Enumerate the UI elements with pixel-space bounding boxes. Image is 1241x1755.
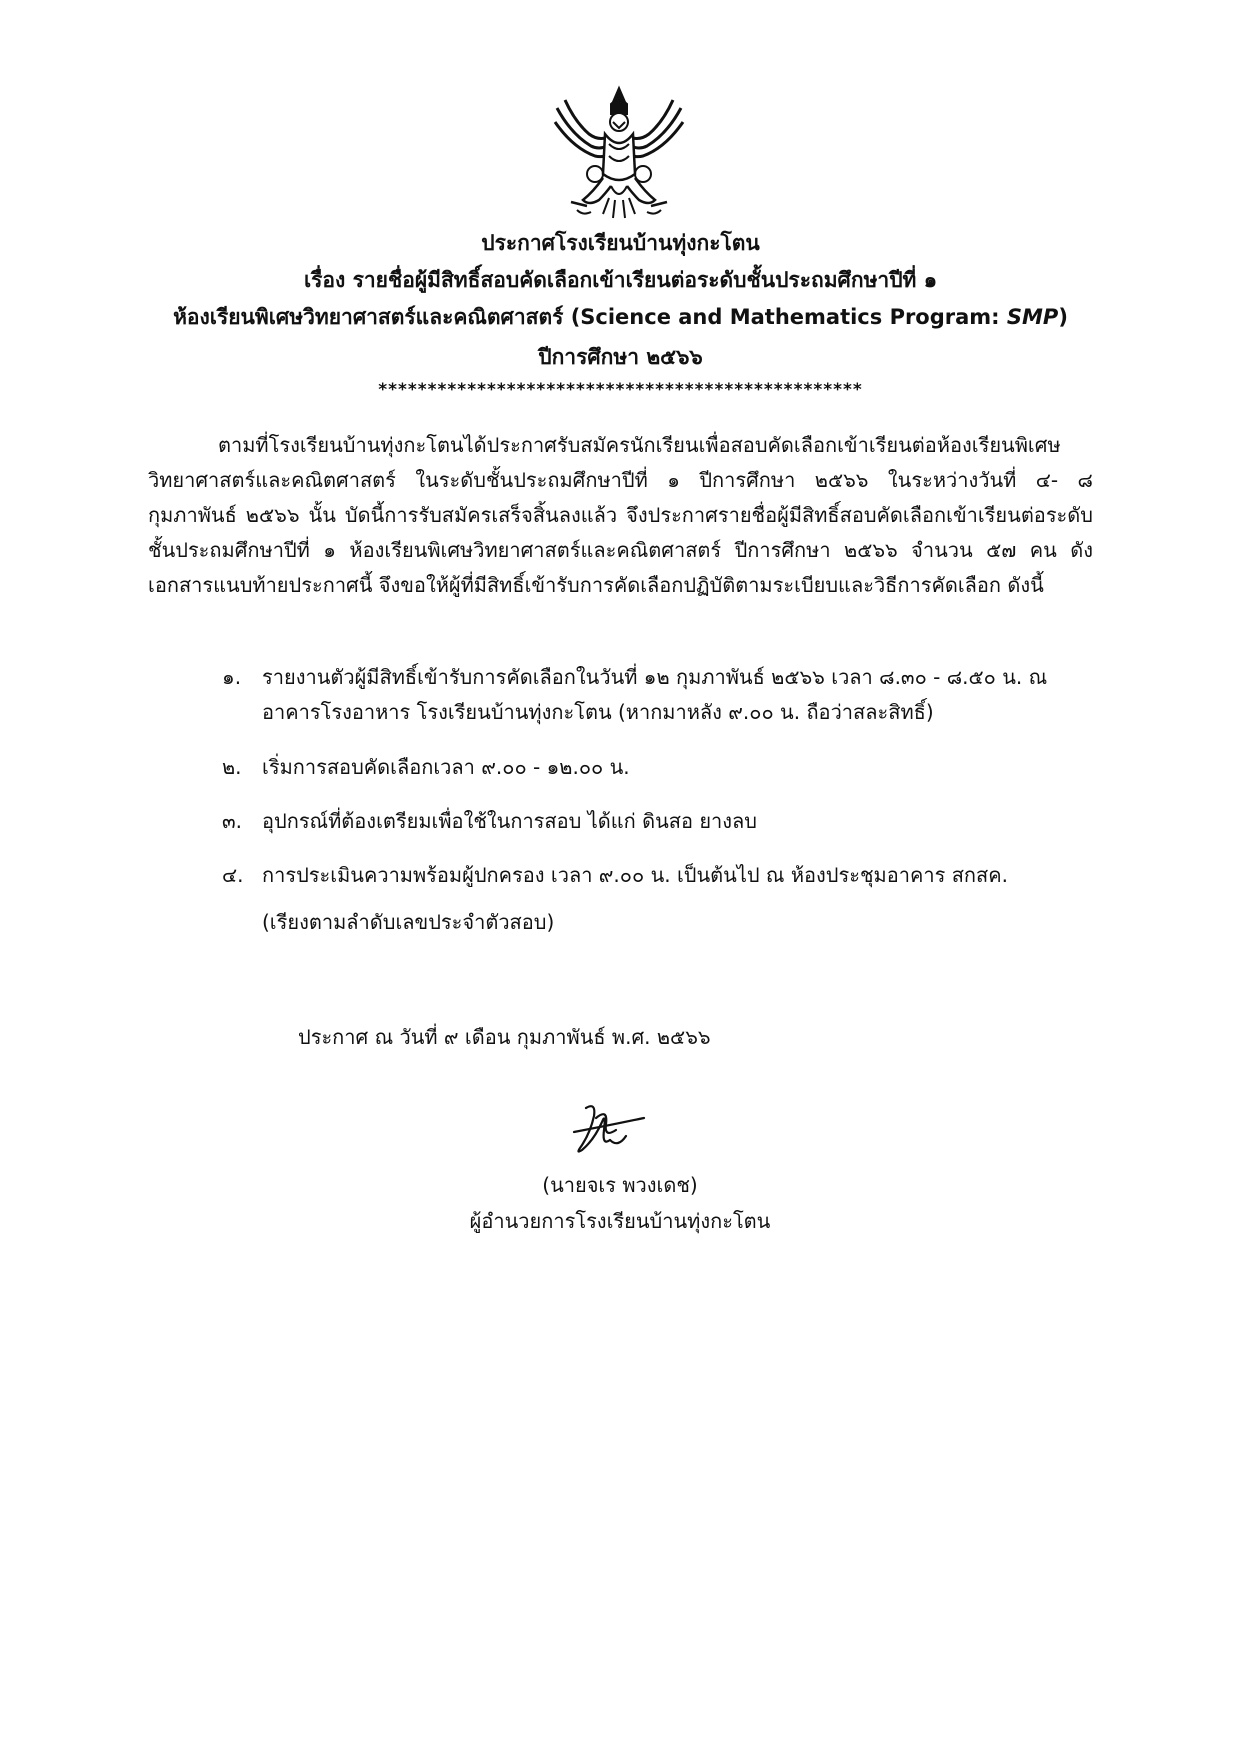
list-item-number: ๑. <box>222 665 242 689</box>
subject-line: เรื่อง รายชื่อผู้มีสิทธิ์สอบคัดเลือกเข้าเรียนต่อระดับชั้นประถมศึกษาปีที่ ๑ <box>303 268 938 292</box>
list-item-text: เริ่มการสอบคัดเลือกเวลา ๙.๐๐ - ๑๒.๐๐ น. <box>262 755 630 779</box>
list-item-text: การประเมินความพร้อมผู้ปกครอง เวลา ๙.๐๐ น. เป็นต้นไป ณ ห้องประชุมอาคาร สกสค. <box>262 863 1008 887</box>
ordering-note: (เรียงตามลำดับเลขประจำตัวสอบ) <box>262 910 555 934</box>
list-item-number: ๓. <box>222 809 243 833</box>
list-item-number: ๒. <box>222 755 242 779</box>
program-line <box>0 300 1241 334</box>
announcement-date: ประกาศ ณ วันที่ ๙ เดือน กุมภาพันธ์ พ.ศ. ๒๕๖๖ <box>298 1025 711 1049</box>
academic-year-line: ปีการศึกษา ๒๕๖๖ <box>538 345 703 369</box>
announcement-title: ประกาศโรงเรียนบ้านทุ่งกะโตน <box>481 231 760 255</box>
list-item-number: ๔. <box>222 863 244 887</box>
program-line-main: ห้องเรียนพิเศษวิทยาศาสตร์และคณิตศาสตร์ (Science and Mathematics Program: <box>173 305 1007 329</box>
program-abbreviation: SMP <box>1006 305 1059 329</box>
signer-title: ผู้อำนวยการโรงเรียนบ้านทุ่งกะโตน <box>469 1209 771 1233</box>
list-item-text: รายงานตัวผู้มีสิทธิ์เข้ารับการคัดเลือกในวันที่ ๑๒ กุมภาพันธ์ ๒๕๖๖ เวลา ๘.๓๐ - ๘.๕๐ น. ณ อาคารโรงอาหาร โรงเรียนบ้านทุ่งกะโตน (หากมาหลัง ๙.๐๐ น. ถือว่าสละสิทธิ์) <box>262 665 1048 724</box>
list-item-text: อุปกรณ์ที่ต้องเตรียมเพื่อใช้ในการสอบ ได้แก่ ดินสอ ยางลบ <box>262 809 757 833</box>
separator-stars: ************************************************* <box>378 380 863 400</box>
signer-name: (นายจเร พวงเดช) <box>542 1173 698 1197</box>
body-paragraph: ตามที่โรงเรียนบ้านทุ่งกะโตนได้ประกาศรับสมัครนักเรียนเพื่อสอบคัดเลือกเข้าเรียนต่อห้องเรียนพิเศษวิทยาศาสตร์และคณิตศาสตร์ ในระดับชั้นประถมศึกษาปีที่ ๑ ปีการศึกษา ๒๕๖๖ ในระหว่างวันที่ ๔- ๘ กุมภาพันธ์ ๒๕๖๖ นั้น บัดนี้การรับสมัครเสร็จสิ้นลงแล้ว จึงประกาศรายชื่อผู้มีสิทธิ์สอบคัดเลือกเข้าเรียนต่อระดับชั้นประถมศึกษาปีที่ ๑ ห้องเรียนพิเศษวิทยาศาสตร์และคณิตศาสตร์ ปีการศึกษา ๒๕๖๖ จำนวน ๕๗ คน ดังเอกสารแนบท้ายประกาศนี้ จึงขอให้ผู้ที่มีสิทธิ์เข้ารับการคัดเลือกปฏิบัติตามระเบียบและวิธีการคัดเลือก ดังนี้ <box>148 433 1093 597</box>
signature-icon <box>566 1100 656 1162</box>
garuda-emblem-icon <box>553 82 685 227</box>
program-line-end: ) <box>1058 305 1068 329</box>
